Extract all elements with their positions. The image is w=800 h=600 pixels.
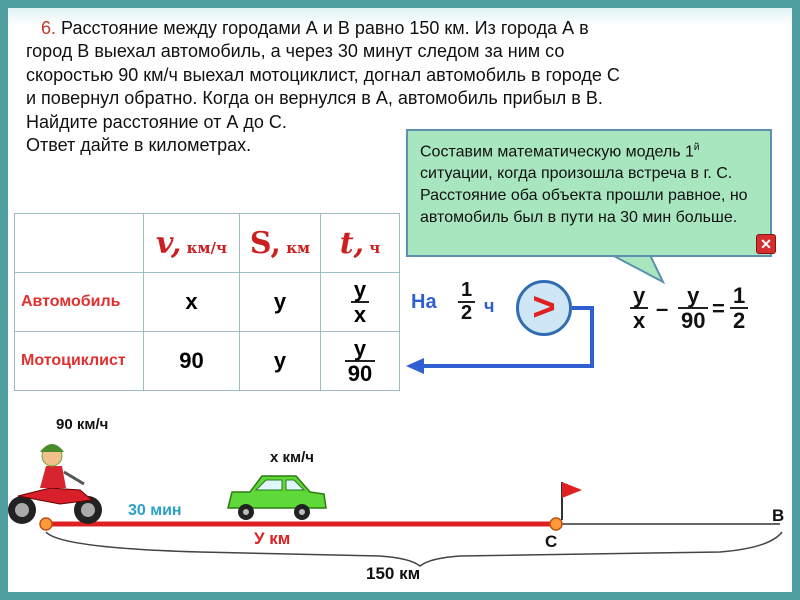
row-label-car: Автомобиль	[15, 273, 144, 332]
car-time-cell: $\frac{y}{x}$	[321, 273, 400, 332]
row-label-moto: Мотоциклист	[15, 332, 144, 391]
callout-text-b: ситуации, когда произошла встреча в г. С. Расстояние оба объекта прошли равное, но автомобиль был в пути на 30 мин больше.	[420, 165, 748, 227]
car-speed-label: x км/ч	[270, 449, 314, 466]
motorcycle-icon	[8, 444, 102, 524]
problem-line-2: город В выехал автомобиль, а через 30 минут следом за ним со	[26, 41, 565, 62]
car-icon	[228, 476, 326, 520]
car-speed-cell: x	[144, 273, 240, 332]
header-speed: v, км/ч	[144, 214, 240, 273]
point-b-label: В	[772, 506, 785, 525]
point-c-label: С	[545, 532, 558, 551]
distance-ac-label: У км	[254, 529, 291, 548]
flag-icon	[562, 482, 582, 498]
header-distance: S, км	[240, 214, 321, 273]
moto-distance-cell: y	[240, 332, 321, 391]
problem-line-3: скоростью 90 км/ч выехал мотоциклист, догнал автомобиль в городе С	[26, 64, 620, 85]
problem-number: 6.	[41, 18, 57, 38]
callout-sup: й	[693, 142, 700, 153]
comparison-na: На	[411, 291, 437, 313]
total-distance-brace	[46, 532, 782, 566]
equation-equals: =	[712, 296, 725, 321]
comparison-fraction: $\frac{1}{2}$	[458, 280, 475, 324]
problem-line-5: Найдите расстояние от А до С.	[26, 111, 287, 132]
equation-term-b: $\frac{y}{90}$	[678, 284, 708, 332]
car-distance-cell: y	[240, 273, 321, 332]
callout-text-a: Составим математическую модель 1	[420, 143, 694, 161]
point-c-marker	[550, 518, 562, 530]
problem-line-1: Расстояние между городами А и В равно 150 км. Из города А в	[61, 18, 589, 38]
point-a-marker	[40, 518, 52, 530]
problem-line-6: Ответ дайте в километрах.	[26, 135, 252, 156]
greater-than-badge[interactable]: >	[516, 280, 572, 336]
comparison-unit: ч	[484, 296, 495, 316]
header-time: t, ч	[321, 214, 400, 273]
moto-speed-cell: 90	[144, 332, 240, 391]
equation-minus: –	[656, 296, 669, 321]
moto-speed-label: 90 км/ч	[56, 416, 109, 433]
equation-term-a: $\frac{y}{x}$	[630, 284, 648, 332]
moto-time-cell: $\frac{y}{90}$	[321, 332, 400, 391]
delay-label: 30 мин	[128, 502, 182, 519]
total-distance-label: 150 км	[366, 564, 421, 583]
close-callout-button[interactable]: ✕	[756, 234, 776, 254]
problem-line-4: и повернул обратно. Когда он вернулся в А, автомобиль прибыл в В.	[26, 88, 603, 109]
equation-term-c: $\frac{1}{2}$	[730, 284, 748, 332]
